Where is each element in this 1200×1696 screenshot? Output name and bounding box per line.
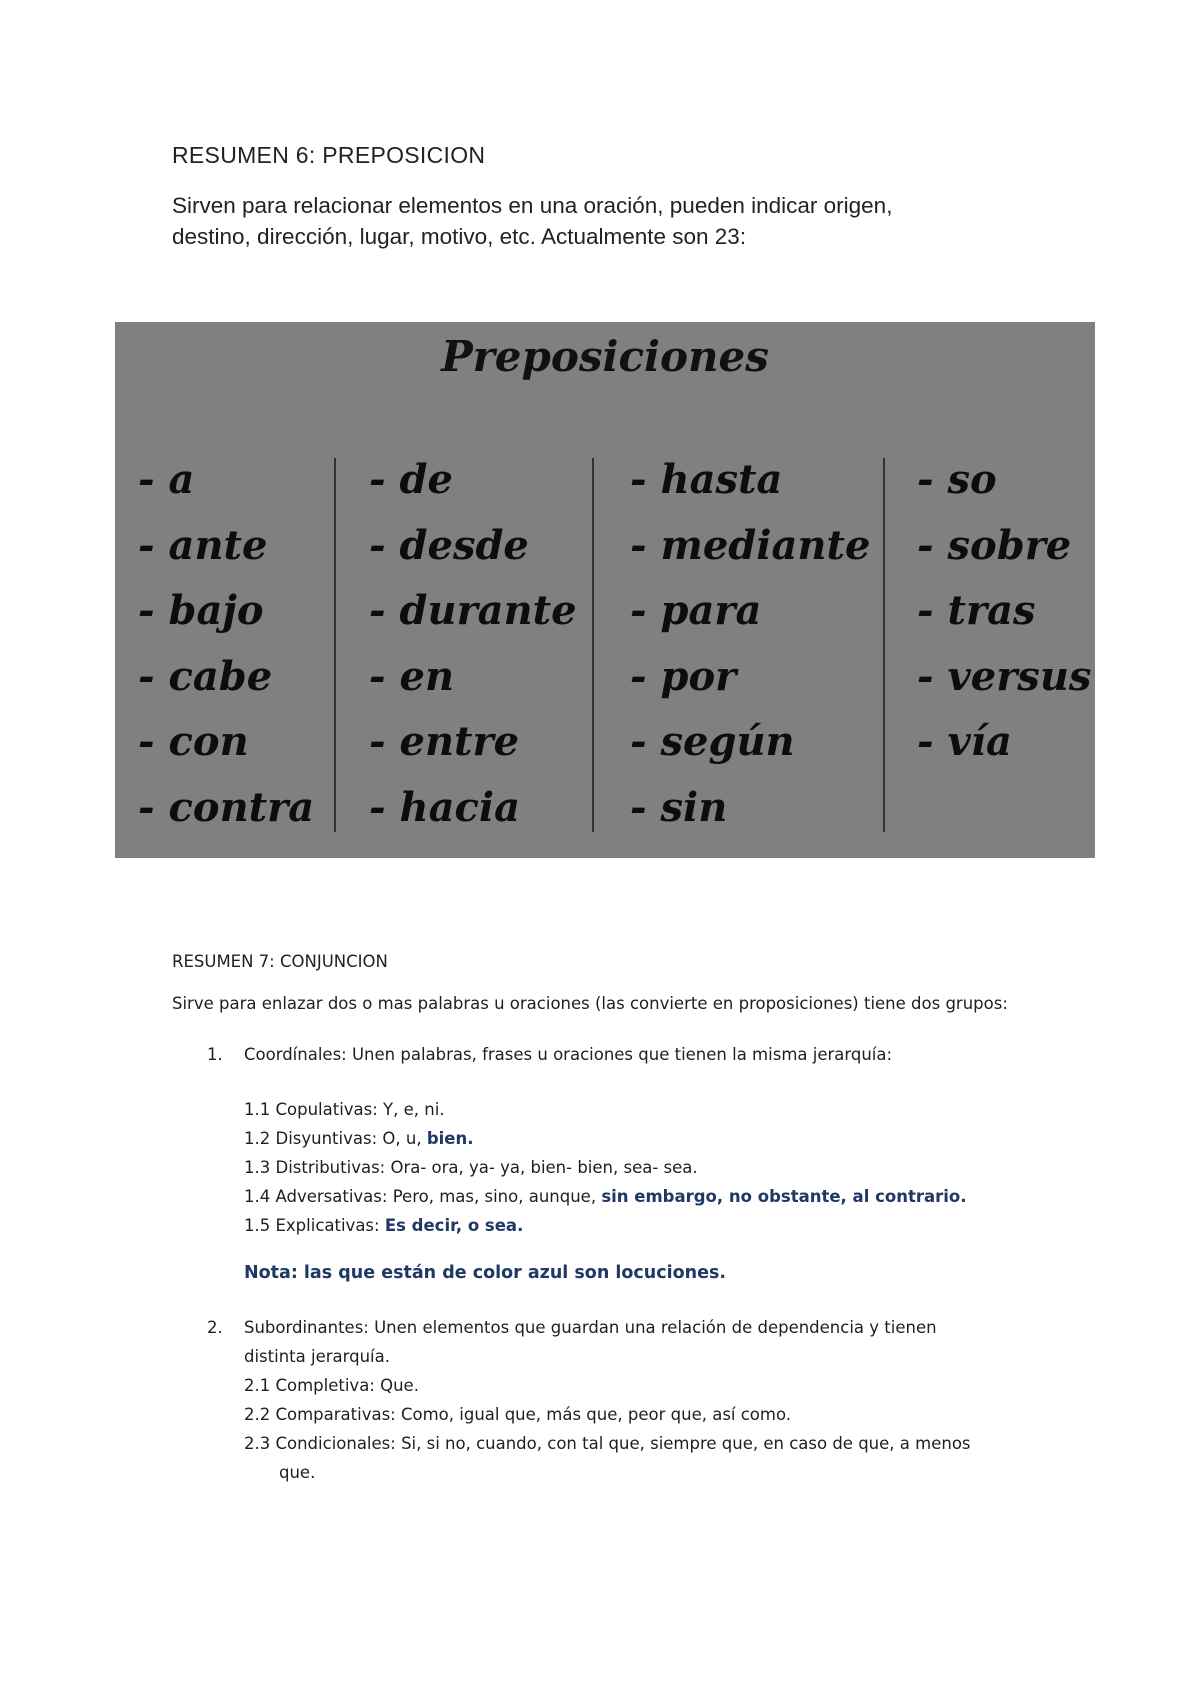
- list-item: [172, 1211, 1052, 1240]
- section-7-description: Sirve para enlazar dos o mas palabras u oraciones (las convierte en proposiciones) tiene dos grupos:: [172, 994, 1008, 1013]
- preposition-item: - con: [138, 718, 249, 765]
- section-7: [172, 952, 1052, 1487]
- preposition-item: - cabe: [138, 652, 273, 700]
- column-divider: [883, 458, 885, 832]
- list-item: [172, 1124, 1052, 1153]
- prepositions-column-3: [630, 456, 870, 849]
- list-item: 2.2 Comparativas: Como, igual que, más que, peor que, así como.: [244, 1405, 792, 1424]
- list-number: 1.: [207, 1045, 223, 1064]
- group-2-subordinantes: [172, 1313, 1052, 1371]
- list-item: [172, 1429, 1052, 1487]
- group-2-text-line-1: Subordinantes: Unen elementos que guardan una relación de dependencia y tienen: [244, 1318, 937, 1337]
- note-text: Nota: las que están de color azul son locuciones.: [244, 1263, 727, 1283]
- list-item: [172, 1182, 1052, 1211]
- section-6-title: RESUMEN 6: PREPOSICION: [172, 142, 486, 168]
- column-divider: [334, 458, 336, 832]
- locution-text: bien.: [426, 1129, 474, 1148]
- list-item: 1.1 Copulativas: Y, e, ni.: [244, 1100, 445, 1119]
- list-item-text: que.: [279, 1463, 316, 1482]
- section-6-description-line-1: Sirven para relacionar elementos en una oración, pueden indicar origen,: [172, 193, 893, 218]
- prepositions-column-1: [138, 456, 314, 849]
- group-1-text: Coordínales: Unen palabras, frases u oraciones que tienen la misma jerarquía:: [244, 1045, 893, 1064]
- prepositions-heading: Preposiciones: [441, 332, 769, 381]
- preposition-item: - hacia: [369, 783, 520, 831]
- preposition-item: - hasta: [630, 456, 783, 503]
- preposition-item: - por: [630, 652, 737, 700]
- preposition-item: - en: [369, 652, 455, 700]
- list-item-text: 2.3 Condicionales: Si, si no, cuando, con tal que, siempre que, en caso de que, a menos: [244, 1434, 971, 1453]
- list-item-text: 1.4 Adversativas: Pero, mas, sino, aunque,: [244, 1187, 602, 1206]
- preposition-item: - durante: [369, 587, 577, 634]
- prepositions-column-4: [917, 456, 1091, 784]
- list-item-text: 1.2 Disyuntivas: O, u,: [244, 1129, 427, 1148]
- preposition-item: - versus: [917, 652, 1092, 700]
- locution-text: Es decir, o sea.: [384, 1216, 524, 1235]
- group-1-coordinantes: [172, 1040, 1052, 1069]
- preposition-item: - desde: [369, 521, 529, 569]
- section-6-description-line-2: destino, dirección, lugar, motivo, etc. Actualmente son 23:: [172, 224, 747, 249]
- list-item: 2.1 Completiva: Que.: [244, 1376, 419, 1395]
- prepositions-column-2: [369, 456, 577, 849]
- column-divider: [592, 458, 594, 832]
- list-item: 1.3 Distributivas: Ora- ora, ya- ya, bien- bien, sea- sea.: [244, 1158, 698, 1177]
- preposition-item: - mediante: [630, 521, 871, 569]
- preposition-item: - bajo: [138, 587, 264, 634]
- section-6-description: [172, 190, 1032, 252]
- locution-text: sin embargo, no obstante, al contrario.: [601, 1187, 967, 1206]
- preposition-item: - según: [630, 718, 795, 765]
- preposition-item: - a: [138, 456, 195, 503]
- group-2-text-line-2: distinta jerarquía.: [244, 1347, 390, 1366]
- preposition-item: - ante: [138, 521, 268, 569]
- list-number: 2.: [207, 1318, 223, 1337]
- preposition-item: - tras: [917, 587, 1036, 634]
- prepositions-image: [115, 322, 1095, 858]
- preposition-item: - para: [630, 587, 762, 634]
- preposition-item: - so: [917, 456, 997, 503]
- list-item-text: 1.5 Explicativas:: [244, 1216, 385, 1235]
- preposition-item: - entre: [369, 718, 520, 765]
- section-7-title: RESUMEN 7: CONJUNCION: [172, 952, 388, 971]
- preposition-item: - vía: [917, 718, 1012, 765]
- preposition-item: - contra: [138, 783, 315, 831]
- preposition-item: - sin: [630, 783, 728, 831]
- preposition-item: - sobre: [917, 521, 1072, 569]
- preposition-item: - de: [369, 456, 453, 503]
